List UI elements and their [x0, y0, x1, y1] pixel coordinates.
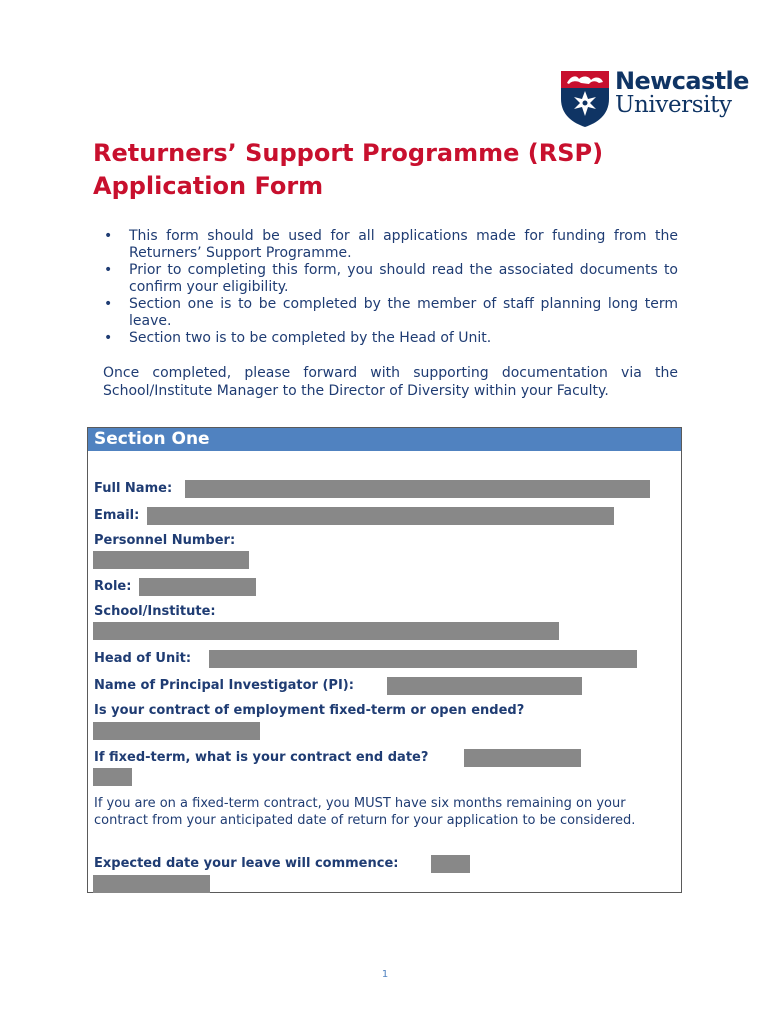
contract-type-field[interactable]	[93, 722, 260, 740]
logo-line-university: University	[615, 92, 732, 118]
intro-instructions	[100, 228, 678, 400]
leave-commence-field[interactable]	[431, 855, 470, 873]
head-of-unit-label: Head of Unit:	[94, 651, 192, 666]
contract-end-label: If fixed-term, what is your contract end date?	[94, 750, 429, 765]
personnel-number-field[interactable]	[93, 551, 249, 569]
email-label: Email:	[94, 508, 140, 523]
school-institute-field[interactable]	[93, 622, 559, 640]
leave-commence-field-continuation[interactable]	[93, 875, 210, 893]
form-title-line1: Returners’ Support Programme (RSP)	[93, 139, 604, 167]
form-title	[93, 137, 603, 203]
instruction-list	[100, 228, 678, 347]
form-title-line2: Application Form	[93, 172, 324, 200]
university-logo	[559, 69, 749, 129]
submission-instructions: Once completed, please forward with supporting documentation via the School/Institute Manager to the Director of Diversity within your Faculty.	[103, 365, 678, 399]
full-name-label: Full Name:	[94, 481, 173, 496]
contract-type-label: Is your contract of employment fixed-term or open ended?	[94, 703, 525, 718]
role-label: Role:	[94, 579, 132, 594]
logo-wordmark	[615, 69, 749, 117]
personnel-number-label: Personnel Number:	[94, 533, 236, 548]
instruction-item: • Section two is to be completed by the Head of Unit.	[129, 330, 678, 347]
head-of-unit-field[interactable]	[209, 650, 637, 668]
role-field[interactable]	[139, 578, 256, 596]
full-name-field[interactable]	[185, 480, 650, 498]
contract-end-field[interactable]	[464, 749, 581, 767]
principal-investigator-label: Name of Principal Investigator (PI):	[94, 678, 354, 693]
principal-investigator-field[interactable]	[387, 677, 582, 695]
fixed-term-note: If you are on a fixed-term contract, you MUST have six months remaining on your contract from your anticipated date of return for your application to be considered.	[94, 796, 636, 828]
page-number: 1	[381, 969, 389, 980]
leave-commence-label: Expected date your leave will commence:	[94, 856, 399, 871]
contract-end-field-continuation[interactable]	[93, 768, 132, 786]
instruction-item: • This form should be used for all applications made for funding from the Returners’ Support Programme.	[129, 228, 678, 262]
section-one-header: Section One	[88, 428, 681, 451]
section-one	[87, 427, 682, 893]
email-field[interactable]	[147, 507, 614, 525]
instruction-item: • Section one is to be completed by the member of staff planning long term leave.	[129, 296, 678, 330]
logo-line-newcastle: Newcastle	[615, 67, 749, 95]
instruction-item: • Prior to completing this form, you should read the associated documents to confirm your eligibility.	[129, 262, 678, 296]
school-institute-label: School/Institute:	[94, 604, 216, 619]
university-crest-icon	[559, 69, 611, 129]
